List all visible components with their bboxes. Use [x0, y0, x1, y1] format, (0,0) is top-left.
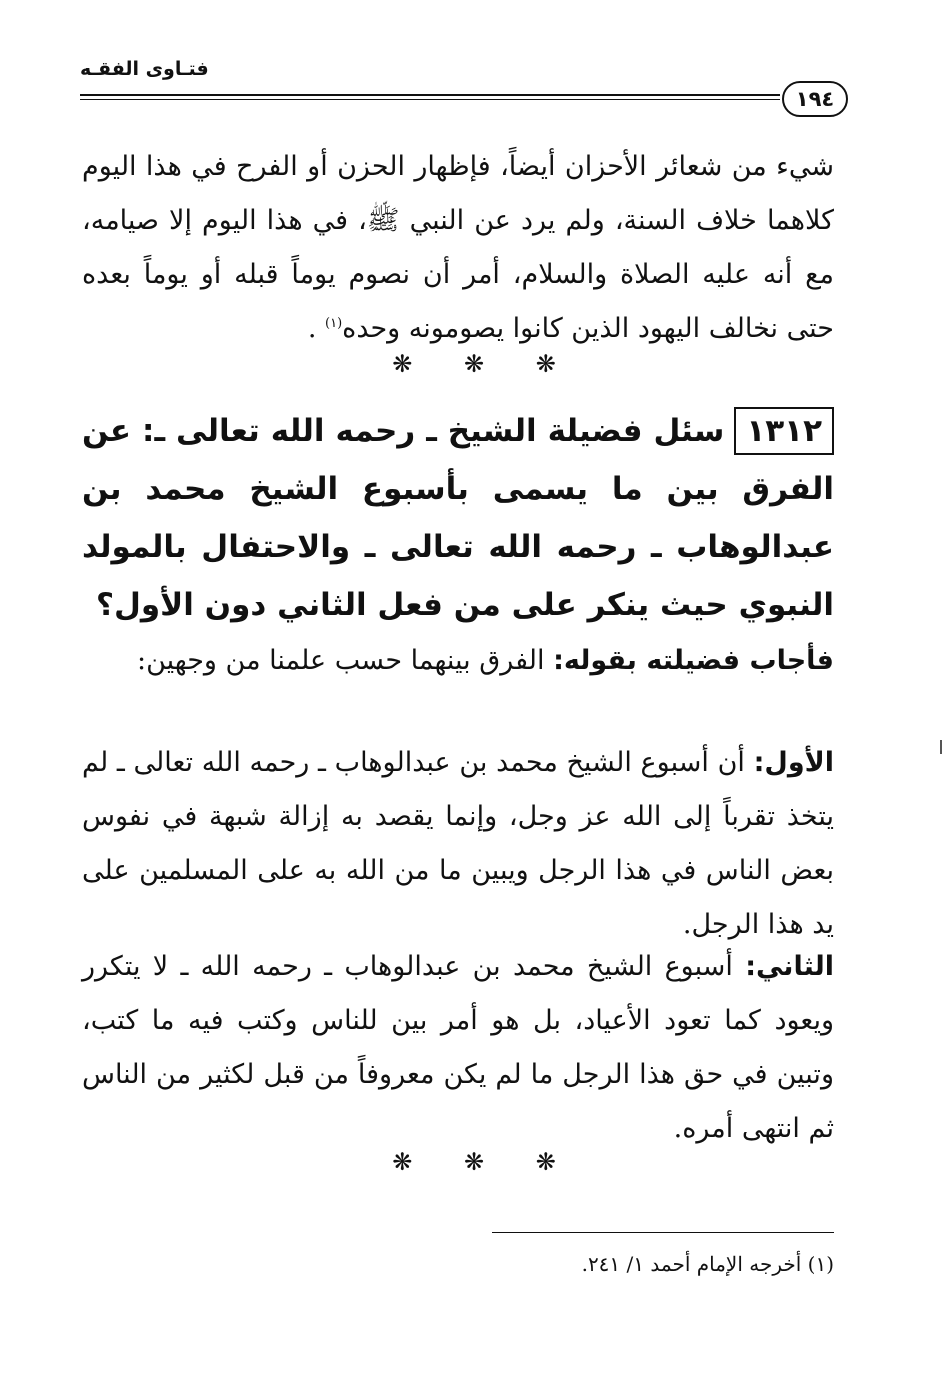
separator-star: ❋ — [535, 1148, 556, 1176]
footnote: (١) أخرجه الإمام أحمد ١/ ٢٤١. — [581, 1252, 834, 1276]
separator-star: ❋ — [463, 350, 485, 378]
footnote-marker[interactable]: (١) — [325, 316, 343, 331]
question-text: سئل فضيلة الشيخ ـ رحمه الله تعالى ـ: عن الفرق بين ما يسمى بأسبوع الشيخ محمد بن عبدالوهاب ـ رحمه الله تعالى ـ والاحتفال بالمولد النبوي حيث ينكر على من فعل الثاني دون الأول؟ — [82, 413, 834, 623]
previous-answer-tail: . — [307, 313, 326, 344]
section-separator — [0, 350, 948, 378]
answer-lead: فأجاب فضيلته بقوله: — [553, 645, 834, 676]
question-paragraph — [82, 402, 834, 634]
second-point-lead: الثاني: — [745, 951, 834, 982]
separator-star: ❋ — [535, 350, 556, 378]
separator-star: ❋ — [463, 1148, 485, 1176]
section-separator-bottom — [0, 1148, 948, 1176]
first-point-lead: الأول: — [753, 747, 834, 778]
answer-intro-text: الفرق بينهما حسب علمنا من وجهين: — [136, 645, 554, 676]
margin-mark — [940, 740, 942, 754]
header-rule-thin — [80, 99, 780, 100]
running-title: فتـاوى الفقـه — [80, 58, 209, 80]
previous-answer-paragraph — [82, 140, 834, 356]
answer-intro-paragraph — [82, 634, 834, 688]
question-number: ١٣١٢ — [734, 407, 834, 455]
separator-star: ❋ — [392, 1148, 413, 1176]
previous-answer-text: شيء من شعائر الأحزان أيضاً، فإظهار الحزن أو الفرح في هذا اليوم كلاهما خلاف السنة، ولم يرد عن النبي ﷺ، في هذا اليوم إلا صيامه، مع أنه عليه الصلاة والسلام، أمر أن نصوم يوماً قبله أو يوماً بعده حتى نخالف اليهود الذين كانوا يصومونه وحده — [82, 151, 834, 344]
footnote-rule — [492, 1232, 834, 1233]
first-point-text: أن أسبوع الشيخ محمد بن عبدالوهاب ـ رحمه الله تعالى ـ لم يتخذ تقرباً إلى الله عز وجل، وإنما يقصد به إزالة شبهة في نفوس بعض الناس في هذا الرجل ويبين ما من الله به على المسلمين على يد هذا الرجل. — [82, 747, 834, 940]
first-point-paragraph — [82, 736, 834, 952]
header-rule — [80, 94, 780, 96]
second-point-paragraph — [82, 940, 834, 1156]
page-number: ١٩٤ — [782, 81, 848, 117]
second-point-text: أسبوع الشيخ محمد بن عبدالوهاب ـ رحمه الله ـ لا يتكرر ويعود كما تعود الأعياد، بل هو أمر بين للناس وكتب فيه ما كتب، وتبين في حق هذا الرجل ما لم يكن معروفاً من قبل لكثير من الناس ثم انتهى أمره. — [82, 951, 834, 1144]
separator-star: ❋ — [392, 350, 413, 378]
